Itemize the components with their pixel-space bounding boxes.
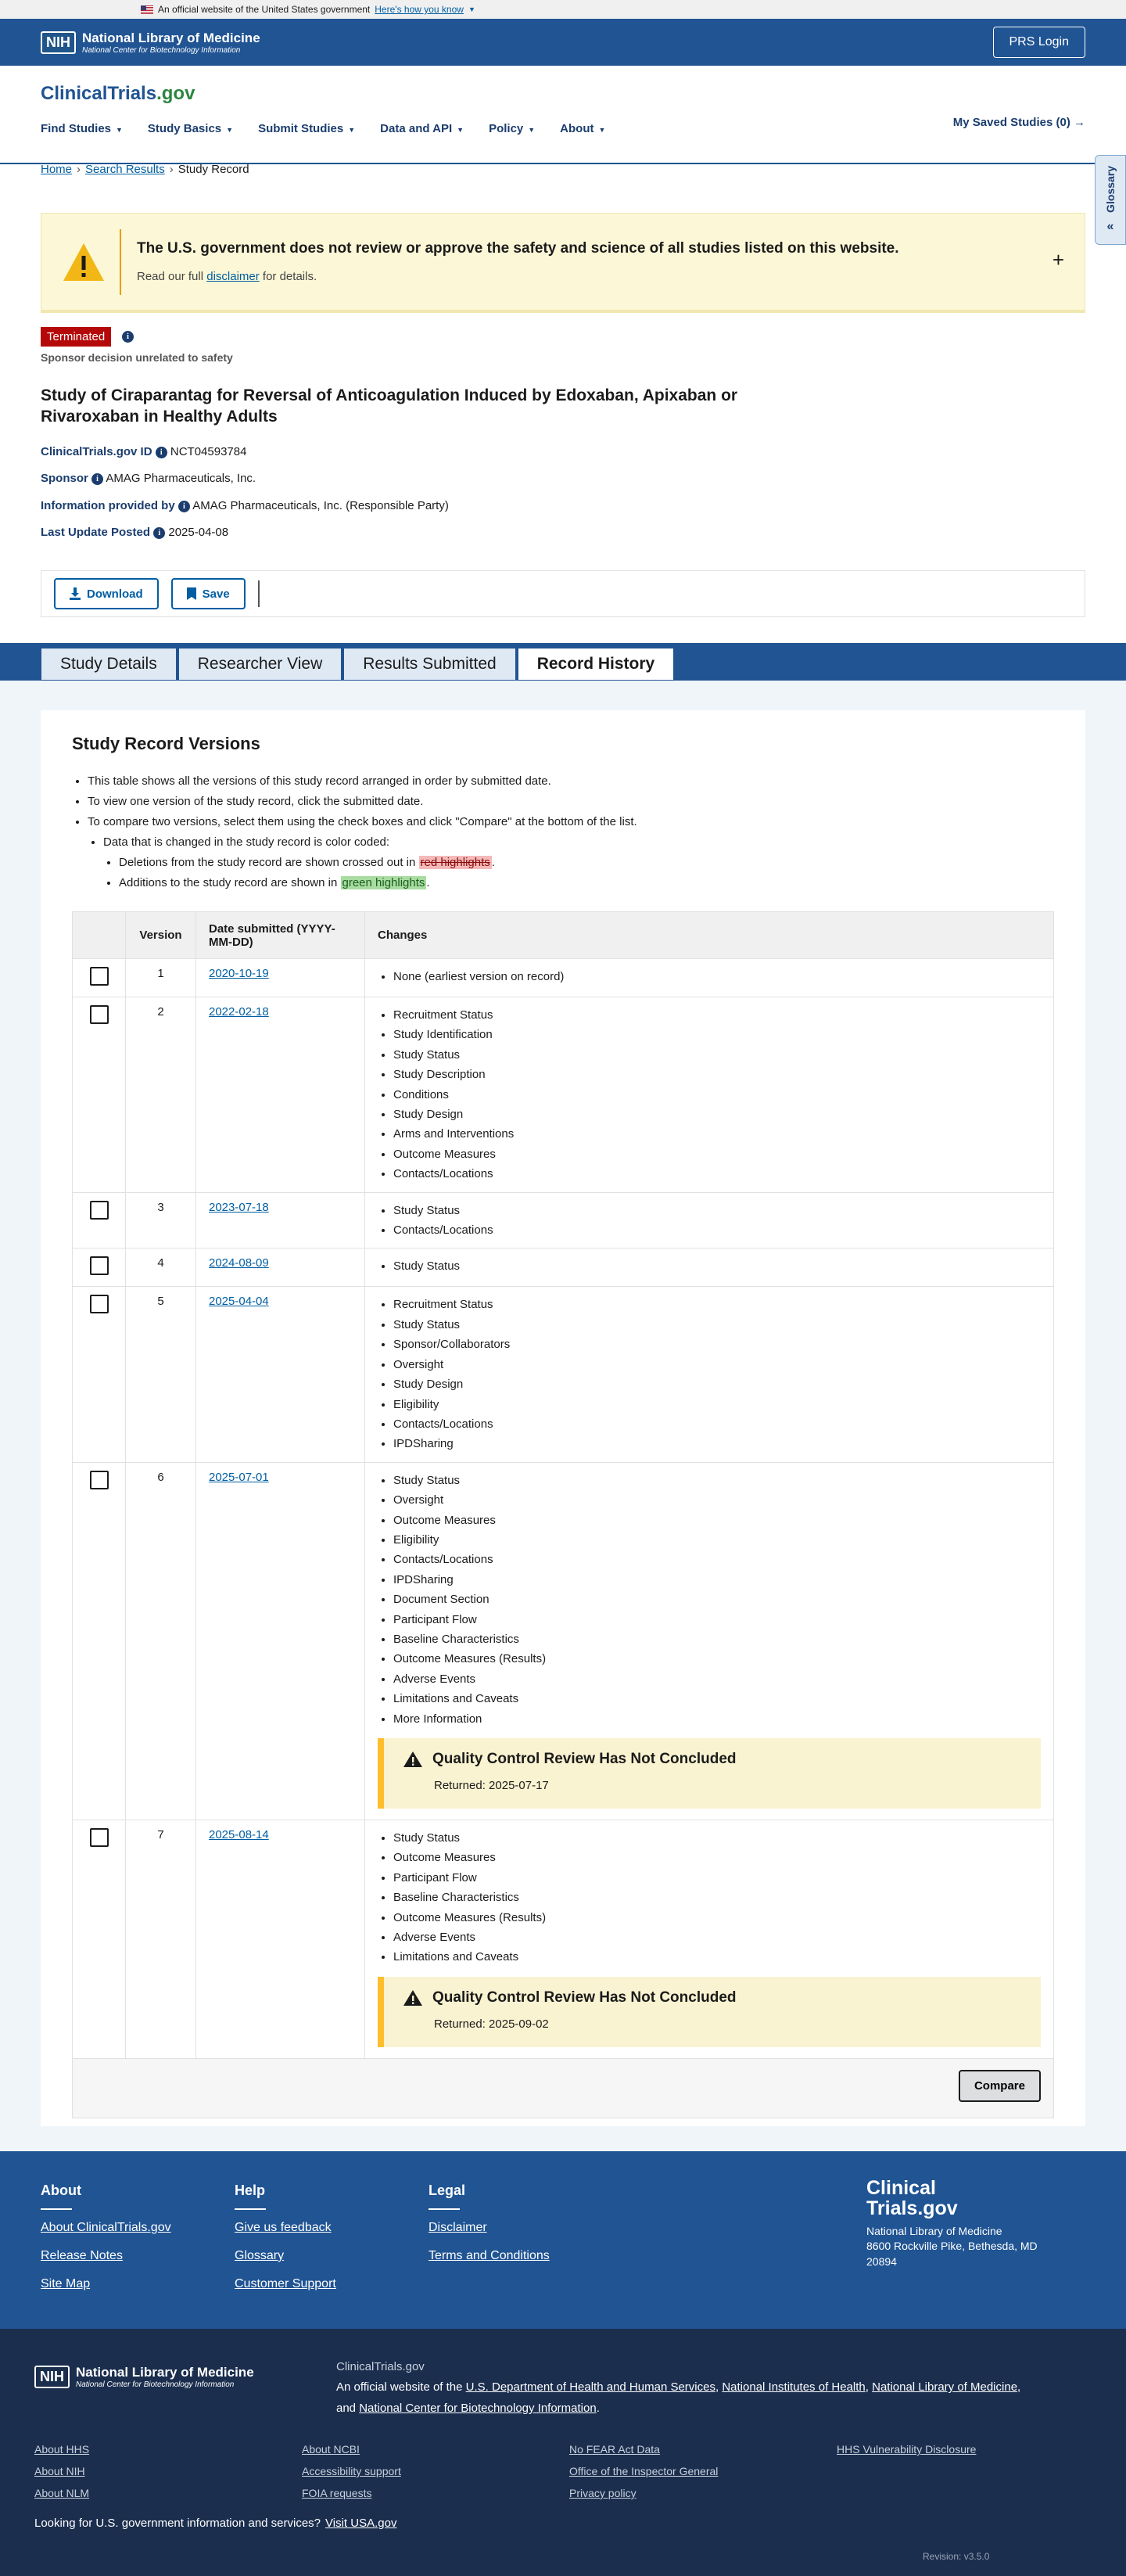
change-item: • Study Identification (393, 1025, 1041, 1044)
info-icon[interactable]: i (122, 331, 134, 343)
footer-link[interactable]: About ClinicalTrials.gov (41, 2221, 171, 2234)
footer-address-line: 8600 Rockville Pike, Bethesda, MD (866, 2240, 1038, 2253)
select-cell (73, 1462, 126, 1820)
glossary-tab[interactable] (1095, 155, 1126, 245)
version-number: 6 (126, 1462, 196, 1820)
disclaimer-link[interactable]: disclaimer (206, 270, 260, 283)
footer-legal-col (429, 2183, 550, 2277)
download-button[interactable]: Download (54, 578, 159, 609)
disclaimer-title: The U.S. government does not review or approve the safety and science of all studies listed on this website. (137, 240, 899, 257)
footer-logo-line1: Clinical (866, 2177, 936, 2199)
study-id-row (41, 445, 246, 458)
qc-returned: Returned: 2025-07-17 (434, 1779, 549, 1792)
version-checkbox[interactable] (90, 1828, 109, 1847)
change-item: • Outcome Measures (393, 1848, 1041, 1867)
nih-header (0, 19, 1126, 66)
info-icon[interactable]: i (91, 473, 103, 485)
warning-icon (62, 242, 106, 282)
footer-link[interactable]: HHS Vulnerability Disclosure (837, 2443, 977, 2456)
footer-link[interactable]: Privacy policy (569, 2487, 637, 2499)
footer-legal-heading: Legal (429, 2183, 466, 2198)
study-id-value: NCT04593784 (170, 445, 247, 458)
info-icon[interactable]: i (153, 527, 165, 539)
download-icon (70, 587, 81, 600)
date-cell (196, 1192, 365, 1248)
breadcrumb-search-results[interactable]: Search Results (85, 163, 165, 176)
nlm-logo[interactable] (41, 31, 260, 55)
status-badge: Terminated (41, 327, 111, 347)
version-date-link[interactable]: 2022-02-18 (209, 1005, 269, 1019)
footer-ct-label: ClinicalTrials.gov (336, 2360, 425, 2373)
table-row (73, 997, 1054, 1193)
footer-link[interactable]: About HHS (34, 2443, 90, 2456)
footer-links-col3 (569, 2438, 718, 2504)
breadcrumb-current: Study Record (178, 163, 249, 176)
version-date-link[interactable]: 2023-07-18 (209, 1200, 269, 1214)
warning-icon (403, 1751, 423, 1768)
note-item: • To view one version of the study record, click the submitted date. (88, 792, 637, 812)
changes-cell (365, 1462, 1054, 1820)
gov-banner-text: An official website of the United States government (158, 4, 371, 15)
changes-list (378, 1201, 1041, 1241)
change-item: • Eligibility (393, 1530, 1041, 1550)
changes-cell (365, 1287, 1054, 1462)
date-cell (196, 1248, 365, 1287)
info-provided-row (41, 499, 449, 512)
select-cell (73, 1192, 126, 1248)
changes-cell (365, 959, 1054, 997)
footer-about-col (41, 2183, 171, 2305)
version-date-link[interactable]: 2020-10-19 (209, 967, 269, 980)
last-update-value: 2025-04-08 (168, 526, 229, 539)
change-item: • Adverse Events (393, 1669, 1041, 1689)
heres-how-you-know-link[interactable]: Here's how you know (375, 4, 464, 15)
main-nav (41, 122, 1085, 135)
versions-table (72, 911, 1054, 2118)
header-version: Version (126, 912, 196, 959)
footer-link[interactable]: Site Map (41, 2277, 91, 2290)
version-number: 4 (126, 1248, 196, 1287)
change-item: • Recruitment Status (393, 1295, 1041, 1314)
usa-gov-row: Looking for U.S. government information and services? Visit USA.gov (34, 2517, 397, 2530)
change-item: • Document Section (393, 1590, 1041, 1609)
action-bar (41, 570, 1085, 617)
footer-address-line: 20894 (866, 2254, 897, 2268)
select-cell (73, 997, 126, 1193)
clinicaltrials-logo[interactable] (41, 66, 1085, 105)
date-cell (196, 1462, 365, 1820)
note-item: • Data that is changed in the study record is color coded: (103, 832, 637, 853)
table-row (73, 1462, 1054, 1820)
change-item: • IPDSharing (393, 1434, 1041, 1453)
change-item: • Conditions (393, 1085, 1041, 1105)
changes-cell (365, 997, 1054, 1193)
nav-about[interactable]: About ▼ (560, 122, 606, 135)
study-title: Study of Ciraparantag for Reversal of Anticoagulation Induced by Edoxaban, Apixaban or Rivaroxaban in Healthy Adults (41, 386, 738, 426)
footer-link[interactable]: Disclaimer (429, 2221, 487, 2234)
change-item: • More Information (393, 1709, 1041, 1729)
version-number: 3 (126, 1192, 196, 1248)
heading-underline (235, 2208, 266, 2210)
last-update-row (41, 526, 228, 539)
study-id-label: ClinicalTrials.gov ID (41, 445, 152, 458)
change-item: • Oversight (393, 1355, 1041, 1374)
nav-study-basics[interactable]: Study Basics ▼ (147, 122, 234, 135)
us-flag-icon (141, 5, 153, 14)
version-checkbox[interactable] (90, 1201, 109, 1220)
footer-help-heading: Help (235, 2183, 266, 2198)
note-item: • Additions to the study record are shown in green highlights . (119, 873, 637, 893)
version-checkbox[interactable] (90, 1256, 109, 1275)
footer-address-line: National Library of Medicine (866, 2224, 1002, 2237)
changes-cell (365, 1192, 1054, 1248)
tab-record-history[interactable]: Record History (518, 648, 675, 681)
change-item: • Outcome Measures (Results) (393, 1908, 1041, 1928)
nih-logo-box: NIH (34, 2366, 70, 2388)
info-provided-label: Information provided by (41, 499, 175, 512)
nlm-title: National Library of Medicine (76, 2365, 254, 2380)
change-item: • Arms and Interventions (393, 1124, 1041, 1144)
version-date-link[interactable]: 2025-07-01 (209, 1470, 269, 1484)
footer-link[interactable]: Glossary (235, 2249, 285, 2262)
sponsor-value: AMAG Pharmaceuticals, Inc. (106, 472, 256, 485)
version-number: 5 (126, 1287, 196, 1462)
note-item: • This table shows all the versions of this study record arranged in order by submitted date. (88, 771, 637, 792)
change-item: • Study Design (393, 1105, 1041, 1124)
footer-links-col2 (302, 2438, 401, 2504)
sponsor-label: Sponsor (41, 472, 88, 485)
chevron-down-icon: ▼ (598, 126, 606, 134)
nav-data-and-api[interactable]: Data and API ▼ (380, 122, 464, 135)
gov-banner (0, 0, 1126, 19)
header-select (73, 912, 126, 959)
warning-icon (403, 1989, 423, 2007)
qc-title: Quality Control Review Has Not Concluded (432, 1989, 737, 2006)
qc-alert (378, 1977, 1041, 2047)
chevron-down-icon: ▼ (348, 126, 356, 134)
footer-link[interactable]: FOIA requests (302, 2487, 372, 2499)
change-item: • Study Status (393, 1471, 1041, 1490)
ncbi-link[interactable]: National Center for Biotechnology Information (359, 2401, 597, 2415)
header-date: Date submitted (YYYY-MM-DD) (196, 912, 365, 959)
chevron-down-icon: ▼ (468, 5, 475, 13)
ncbi-subtitle: National Center for Biotechnology Information (76, 2380, 235, 2389)
footer-link[interactable]: Accessibility support (302, 2465, 401, 2477)
change-item: • Participant Flow (393, 1610, 1041, 1629)
expand-plus-icon[interactable]: + (1052, 248, 1064, 271)
heading-underline (41, 2208, 72, 2210)
footer-links-col4 (837, 2438, 976, 2460)
table-row (73, 1192, 1054, 1248)
site-header (0, 66, 1126, 164)
change-item: • Study Status (393, 1315, 1041, 1335)
change-item: • Contacts/Locations (393, 1414, 1041, 1434)
change-item: • Adverse Events (393, 1928, 1041, 1947)
change-item: • Study Status (393, 1045, 1041, 1065)
change-item: • None (earliest version on record) (393, 967, 1041, 986)
breadcrumb-separator: › (169, 163, 174, 176)
change-item: • Baseline Characteristics (393, 1888, 1041, 1907)
change-item: • Sponsor/Collaborators (393, 1335, 1041, 1354)
footer-link[interactable]: Customer Support (235, 2277, 336, 2290)
version-number: 2 (126, 997, 196, 1193)
select-cell (73, 1820, 126, 2059)
change-item: • Study Status (393, 1256, 1041, 1276)
site-footer (0, 2151, 1126, 2329)
select-cell (73, 1248, 126, 1287)
usa-gov-link[interactable]: Visit USA.gov (325, 2517, 397, 2530)
change-item: • Contacts/Locations (393, 1164, 1041, 1184)
footer-logo-line2: Trials.gov (866, 2197, 958, 2220)
version-date-link[interactable]: 2025-04-04 (209, 1295, 269, 1309)
save-button[interactable]: Save (171, 578, 246, 609)
chevron-down-icon: ▼ (116, 126, 123, 134)
footer-links-col1 (34, 2438, 89, 2504)
version-checkbox[interactable] (90, 1471, 109, 1489)
footer-help-col (235, 2183, 336, 2305)
footer-link[interactable]: Give us feedback (235, 2221, 332, 2234)
nih-link[interactable]: National Institutes of Health (722, 2380, 866, 2395)
glossary-label: Glossary (1104, 165, 1117, 213)
sponsor-row (41, 472, 256, 485)
versions-notes (72, 771, 637, 893)
change-item: • Outcome Measures (393, 1511, 1041, 1530)
change-item: • Limitations and Caveats (393, 1689, 1041, 1708)
nlm-link[interactable]: National Library of Medicine (872, 2380, 1018, 2395)
version-number: 7 (126, 1820, 196, 2059)
official-text: An official website of the U.S. Department of Health and Human Services, National Institutes of Health, National Library of Medicine, (336, 2380, 1021, 2395)
date-cell (196, 1287, 365, 1462)
changes-list (378, 1256, 1041, 1276)
green-highlight-sample: green highlights (342, 876, 425, 889)
change-item: • Outcome Measures (393, 1144, 1041, 1164)
version-number: 1 (126, 959, 196, 997)
nih-logo-box: NIH (41, 31, 76, 54)
header-changes: Changes (365, 912, 1054, 959)
breadcrumb-home[interactable]: Home (41, 163, 73, 176)
last-update-label: Last Update Posted (41, 526, 151, 539)
disclaimer-text: Read our full disclaimer for details. (137, 270, 317, 283)
date-cell (196, 1820, 365, 2059)
change-item: • Recruitment Status (393, 1005, 1041, 1025)
breadcrumb (41, 163, 249, 176)
change-item: • Limitations and Caveats (393, 1947, 1041, 1967)
table-row (73, 1287, 1054, 1462)
change-item: • Contacts/Locations (393, 1220, 1041, 1240)
action-divider (258, 580, 260, 607)
footer-link[interactable]: Office of the Inspector General (569, 2465, 719, 2477)
footer-nlm-logo[interactable] (34, 2365, 254, 2389)
info-icon[interactable]: i (156, 447, 167, 458)
disclaimer-divider (120, 229, 121, 295)
qc-title: Quality Control Review Has Not Concluded (432, 1751, 737, 1767)
info-icon[interactable]: i (178, 501, 190, 512)
breadcrumb-separator: › (77, 163, 81, 176)
status-reason: Sponsor decision unrelated to safety (41, 351, 233, 364)
change-item: • Oversight (393, 1490, 1041, 1510)
change-item: • IPDSharing (393, 1570, 1041, 1590)
my-saved-studies-link[interactable]: My Saved Studies (0) → (952, 116, 1085, 129)
logo-suffix: .gov (156, 83, 195, 104)
footer-link[interactable]: About NCBI (302, 2443, 360, 2456)
date-cell (196, 959, 365, 997)
version-date-link[interactable]: 2024-08-09 (209, 1256, 269, 1270)
version-checkbox[interactable] (90, 967, 109, 986)
changes-list (378, 1828, 1041, 1967)
footer-about-heading: About (41, 2183, 81, 2198)
changes-list (378, 1295, 1041, 1453)
red-highlight-sample: red highlights (420, 856, 490, 869)
change-item: • Study Status (393, 1828, 1041, 1848)
change-item: • Eligibility (393, 1395, 1041, 1414)
heading-underline (429, 2208, 460, 2210)
date-cell (196, 997, 365, 1193)
footer-link[interactable]: About NIH (34, 2465, 85, 2477)
version-checkbox[interactable] (90, 1005, 109, 1024)
official-text-2: and National Center for Biotechnology Information. (336, 2401, 600, 2415)
hhs-link[interactable]: U.S. Department of Health and Human Services (465, 2380, 715, 2395)
note-item: • Deletions from the study record are shown crossed out in red highlights . (119, 853, 637, 873)
table-row (73, 1820, 1054, 2059)
select-cell (73, 959, 126, 997)
compare-row (73, 2058, 1054, 2118)
changes-cell (365, 1820, 1054, 2059)
ncbi-subtitle: National Center for Biotechnology Information (82, 45, 241, 55)
table-row (73, 1248, 1054, 1287)
prs-login-button[interactable]: PRS Login (993, 27, 1086, 58)
compare-button[interactable]: Compare (959, 2070, 1041, 2102)
tab-researcher-view[interactable]: Researcher View (178, 648, 342, 681)
arrow-right-icon: → (1074, 116, 1085, 129)
study-tabs (0, 643, 1126, 681)
change-item: • Study Status (393, 1201, 1041, 1220)
table-row (73, 959, 1054, 997)
select-cell (73, 1287, 126, 1462)
changes-list (378, 1471, 1041, 1729)
qc-alert (378, 1738, 1041, 1809)
footer-link[interactable]: Terms and Conditions (429, 2249, 550, 2262)
bookmark-icon (187, 587, 196, 600)
chevron-down-icon: ▼ (457, 126, 464, 134)
change-item: • Contacts/Locations (393, 1550, 1041, 1569)
versions-title: Study Record Versions (72, 734, 260, 753)
table-header-row (73, 912, 1054, 959)
note-item: • To compare two versions, select them using the check boxes and click "Compare" at the bottom of the list. (88, 812, 637, 832)
version-date-link[interactable]: 2025-08-14 (209, 1828, 269, 1841)
compare-cell (73, 2058, 1054, 2118)
disclaimer-alert (41, 213, 1085, 313)
change-item: • Study Description (393, 1065, 1041, 1084)
footer-ct-logo[interactable] (866, 2178, 1038, 2269)
footer-link[interactable]: About NLM (34, 2487, 90, 2499)
chevron-down-icon: ▼ (528, 126, 536, 134)
footer-link[interactable]: Release Notes (41, 2249, 123, 2262)
info-provided-value: AMAG Pharmaceuticals, Inc. (Responsible Party) (192, 499, 449, 512)
tab-study-details[interactable]: Study Details (41, 648, 177, 681)
version-checkbox[interactable] (90, 1295, 109, 1313)
double-chevron-left-icon: « (1106, 220, 1114, 234)
nav-policy[interactable]: Policy ▼ (489, 122, 536, 135)
change-item: • Outcome Measures (Results) (393, 1649, 1041, 1669)
change-item: • Participant Flow (393, 1868, 1041, 1888)
footer-link[interactable]: No FEAR Act Data (569, 2443, 660, 2456)
nav-submit-studies[interactable]: Submit Studies ▼ (258, 122, 356, 135)
nlm-title: National Library of Medicine (82, 30, 260, 45)
nav-find-studies[interactable]: Find Studies ▼ (41, 122, 123, 135)
chevron-down-icon: ▼ (226, 126, 234, 134)
changes-cell (365, 1248, 1054, 1287)
nlm-footer (0, 2329, 1126, 2576)
qc-returned: Returned: 2025-09-02 (434, 2017, 549, 2031)
tab-results-submitted[interactable]: Results Submitted (343, 648, 515, 681)
official-website-info (336, 2357, 1020, 2419)
revision-text: Revision: v3.5.0 (923, 2551, 990, 2562)
changes-list (378, 1005, 1041, 1184)
change-item: • Baseline Characteristics (393, 1629, 1041, 1649)
change-item: • Study Design (393, 1374, 1041, 1394)
changes-list (378, 967, 1041, 986)
logo-main: ClinicalTrials (41, 83, 157, 104)
